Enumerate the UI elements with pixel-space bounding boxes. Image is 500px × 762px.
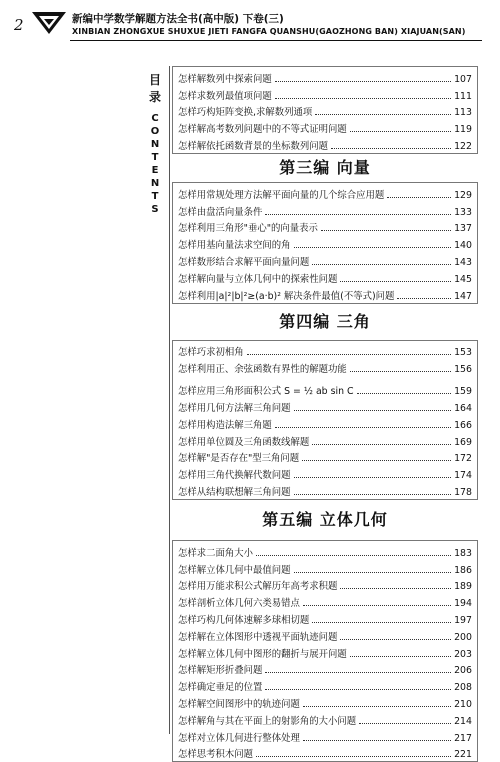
dot-leader [359,723,451,724]
contents-sidebar [146,72,164,216]
book-title-en: XINBIAN ZHONGXUE SHUXUE JIETI FANGFA QUANSHU(GAOZHONG BAN) XIAJUAN(SAN) [72,27,466,36]
dot-leader [256,555,451,556]
toc-entry-page: 147 [454,290,472,302]
toc-entry[interactable] [178,727,472,744]
toc-entry[interactable] [178,643,472,660]
toc-entry-title: 怎样用单位圆及三角函数线解题 [178,436,310,448]
toc-entry-title: 怎样解"是否存在"型三角问题 [178,453,300,465]
toc-entry-title: 怎样解立体几何中图形的翻折与展开问题 [178,648,347,660]
toc-block [172,66,478,154]
toc-entry[interactable] [178,710,472,727]
dot-leader [312,622,451,623]
toc-entry-page: 203 [454,648,472,660]
dot-leader [294,247,452,248]
toc-entry-page: 140 [454,240,472,252]
dot-leader [387,197,451,198]
toc-entry[interactable] [178,464,472,481]
toc-entry-page: 178 [454,486,472,498]
dot-leader [294,477,452,478]
contents-label-cn: 目 录 [148,73,161,104]
toc-entry-title: 怎样利用|a|²|b|²≥(a·b)² 解决条件最值(不等式)问题 [178,290,395,302]
toc-entry-page: 186 [454,564,472,576]
dot-leader [315,114,451,115]
toc-entry-page: 194 [454,598,472,610]
toc-entry[interactable] [178,481,472,498]
toc-entry-page: 221 [454,749,472,761]
dot-leader [350,371,451,372]
toc-entry-title: 怎样解空间图形中的轨迹问题 [178,698,300,710]
toc-entry-page: 156 [454,364,472,376]
toc-entry[interactable] [178,576,472,593]
toc-entry-page: 166 [454,419,472,431]
dot-leader [357,393,452,394]
toc-entry-title: 怎样巧构矩阵变换,求解数列通项 [178,107,313,119]
toc-entry-page: 159 [454,386,472,398]
toc-entry-title: 怎样解高考数列问题中的不等式证明问题 [178,124,347,136]
toc-entry-title: 怎样用几何方法解三角问题 [178,402,291,414]
toc-entry[interactable] [178,85,472,102]
toc-entry[interactable] [178,375,472,397]
toc-entry[interactable] [178,118,472,135]
toc-entry-page: 129 [454,189,472,201]
toc-entry-title: 怎样解数列中探索问题 [178,73,272,85]
dot-leader [275,98,451,99]
dot-leader [265,214,451,215]
toc-entry-page: 122 [454,140,472,152]
dot-leader [350,656,451,657]
section-heading: 第五编 立体几何 [262,509,388,529]
toc-entry[interactable] [178,102,472,119]
toc-entry-title: 怎样解向量与立体几何中的探索性问题 [178,273,338,285]
toc-entry-page: 174 [454,470,472,482]
toc-entry-page: 145 [454,273,472,285]
toc-entry[interactable] [178,68,472,85]
toc-entry[interactable] [178,218,472,235]
toc-entry-page: 197 [454,614,472,626]
toc-entry[interactable] [178,135,472,152]
toc-entry-page: 143 [454,256,472,268]
dot-leader [312,444,451,445]
toc-entry[interactable] [178,358,472,375]
toc-entry-page: 206 [454,665,472,677]
dot-leader [265,672,451,673]
toc-entry[interactable] [178,268,472,285]
toc-entry-title: 怎样巧求初相角 [178,347,244,359]
toc-entry[interactable] [178,251,472,268]
toc-entry-title: 怎样用构造法解三角题 [178,419,272,431]
toc-entry-title: 怎样解依托函数背景的坐标数列问题 [178,140,329,152]
toc-entry[interactable] [178,660,472,677]
toc-entry[interactable] [178,285,472,302]
toc-entry-title: 怎样解矩形折叠问题 [178,665,263,677]
dot-leader [294,410,452,411]
toc-entry-page: 208 [454,682,472,694]
toc-entry-title: 怎样应用三角形面积公式 S = ½ ab sin C [178,386,354,398]
toc-entry-page: 189 [454,581,472,593]
toc-entry[interactable] [178,744,472,761]
toc-entry-title: 怎样求二面角大小 [178,547,254,559]
toc-entry-title: 怎样利用三角形"垂心"的向量表示 [178,223,318,235]
toc-entry-title: 怎样利用正、余弦函数有界性的解题功能 [178,364,347,376]
toc-entry-title: 怎样确定垂足的位置 [178,682,263,694]
toc-entry-title: 怎样由盘活向量条件 [178,206,263,218]
dot-leader [331,148,451,149]
toc-entry-title: 怎样解角与其在平面上的射影角的大小问题 [178,715,357,727]
section-heading: 第四编 三角 [279,311,371,331]
toc-entry-page: 214 [454,715,472,727]
publisher-logo [30,10,68,36]
dot-leader [340,588,451,589]
dot-leader [265,689,451,690]
toc-entry-title: 怎样用常规处理方法解平面向量的几个综合应用题 [178,189,385,201]
toc-entry[interactable] [178,592,472,609]
dot-leader [312,264,451,265]
toc-entry-page: 169 [454,436,472,448]
toc-entry[interactable] [178,693,472,710]
toc-entry[interactable] [178,626,472,643]
toc-entry-page: 183 [454,547,472,559]
section-heading: 第三编 向量 [279,157,371,177]
toc-entry[interactable] [178,234,472,251]
toc-entry[interactable] [178,431,472,448]
toc-entry-title: 怎样解在立体图形中透视平面轨迹问题 [178,631,338,643]
toc-entry-title: 怎样对立体几何进行整体处理 [178,732,300,744]
dot-leader [350,131,451,132]
toc-entry-page: 113 [454,107,472,119]
toc-entry-title: 怎样解立体几何中最值问题 [178,564,291,576]
sidebar-divider [169,66,170,734]
toc-entry-title: 怎样用基向量法求空间的角 [178,240,291,252]
dot-leader [303,706,451,707]
toc-entry[interactable] [178,414,472,431]
toc-entry-page: 164 [454,402,472,414]
toc-entry-title: 怎样思考积木问题 [178,749,254,761]
header-rule [70,40,482,41]
toc-entry[interactable] [178,542,472,559]
toc-entry-title: 怎样剖析立体几何六类易错点 [178,598,300,610]
dot-leader [340,639,451,640]
dot-leader [302,460,451,461]
dot-leader [247,354,451,355]
dot-leader [321,230,451,231]
dot-leader [397,298,451,299]
dot-leader [275,427,451,428]
toc-entry[interactable] [178,201,472,218]
dot-leader [294,572,452,573]
dot-leader [294,494,452,495]
toc-entry-title: 怎样巧构几何体速解多球相切题 [178,614,310,626]
toc-entry-title: 怎样数形结合求解平面向量问题 [178,256,310,268]
dot-leader [340,281,451,282]
toc-block [172,540,478,762]
toc-entry-title: 怎样用万能求积公式解历年高考求积题 [178,581,338,593]
toc-entry-page: 107 [454,73,472,85]
toc-entry-page: 217 [454,732,472,744]
toc-entry-page: 133 [454,206,472,218]
toc-entry-page: 210 [454,698,472,710]
toc-entry-page: 119 [454,124,472,136]
page-number: 2 [14,16,24,34]
toc-entry-page: 153 [454,347,472,359]
table-of-contents [172,66,478,762]
toc-entry[interactable] [178,184,472,201]
toc-entry[interactable] [178,559,472,576]
contents-label-en: C O N T E N T S [150,113,160,215]
toc-entry[interactable] [178,342,472,359]
toc-entry-page: 200 [454,631,472,643]
toc-entry-title: 怎样求数列最值项问题 [178,90,272,102]
toc-entry-page: 172 [454,453,472,465]
toc-entry-page: 111 [454,90,472,102]
toc-block [172,182,478,304]
book-title-cn: 新编中学数学解题方法全书(高中版) 下卷(三) [72,13,284,25]
toc-entry[interactable] [178,448,472,465]
toc-entry[interactable] [178,609,472,626]
toc-entry-page: 137 [454,223,472,235]
dot-leader [275,81,451,82]
dot-leader [256,756,451,757]
dot-leader [303,740,451,741]
toc-entry-title: 怎样用三角代换解代数问题 [178,470,291,482]
toc-block [172,340,478,500]
toc-entry-title: 怎样从结构联想解三角问题 [178,486,291,498]
toc-entry[interactable] [178,397,472,414]
dot-leader [303,605,451,606]
toc-entry[interactable] [178,676,472,693]
